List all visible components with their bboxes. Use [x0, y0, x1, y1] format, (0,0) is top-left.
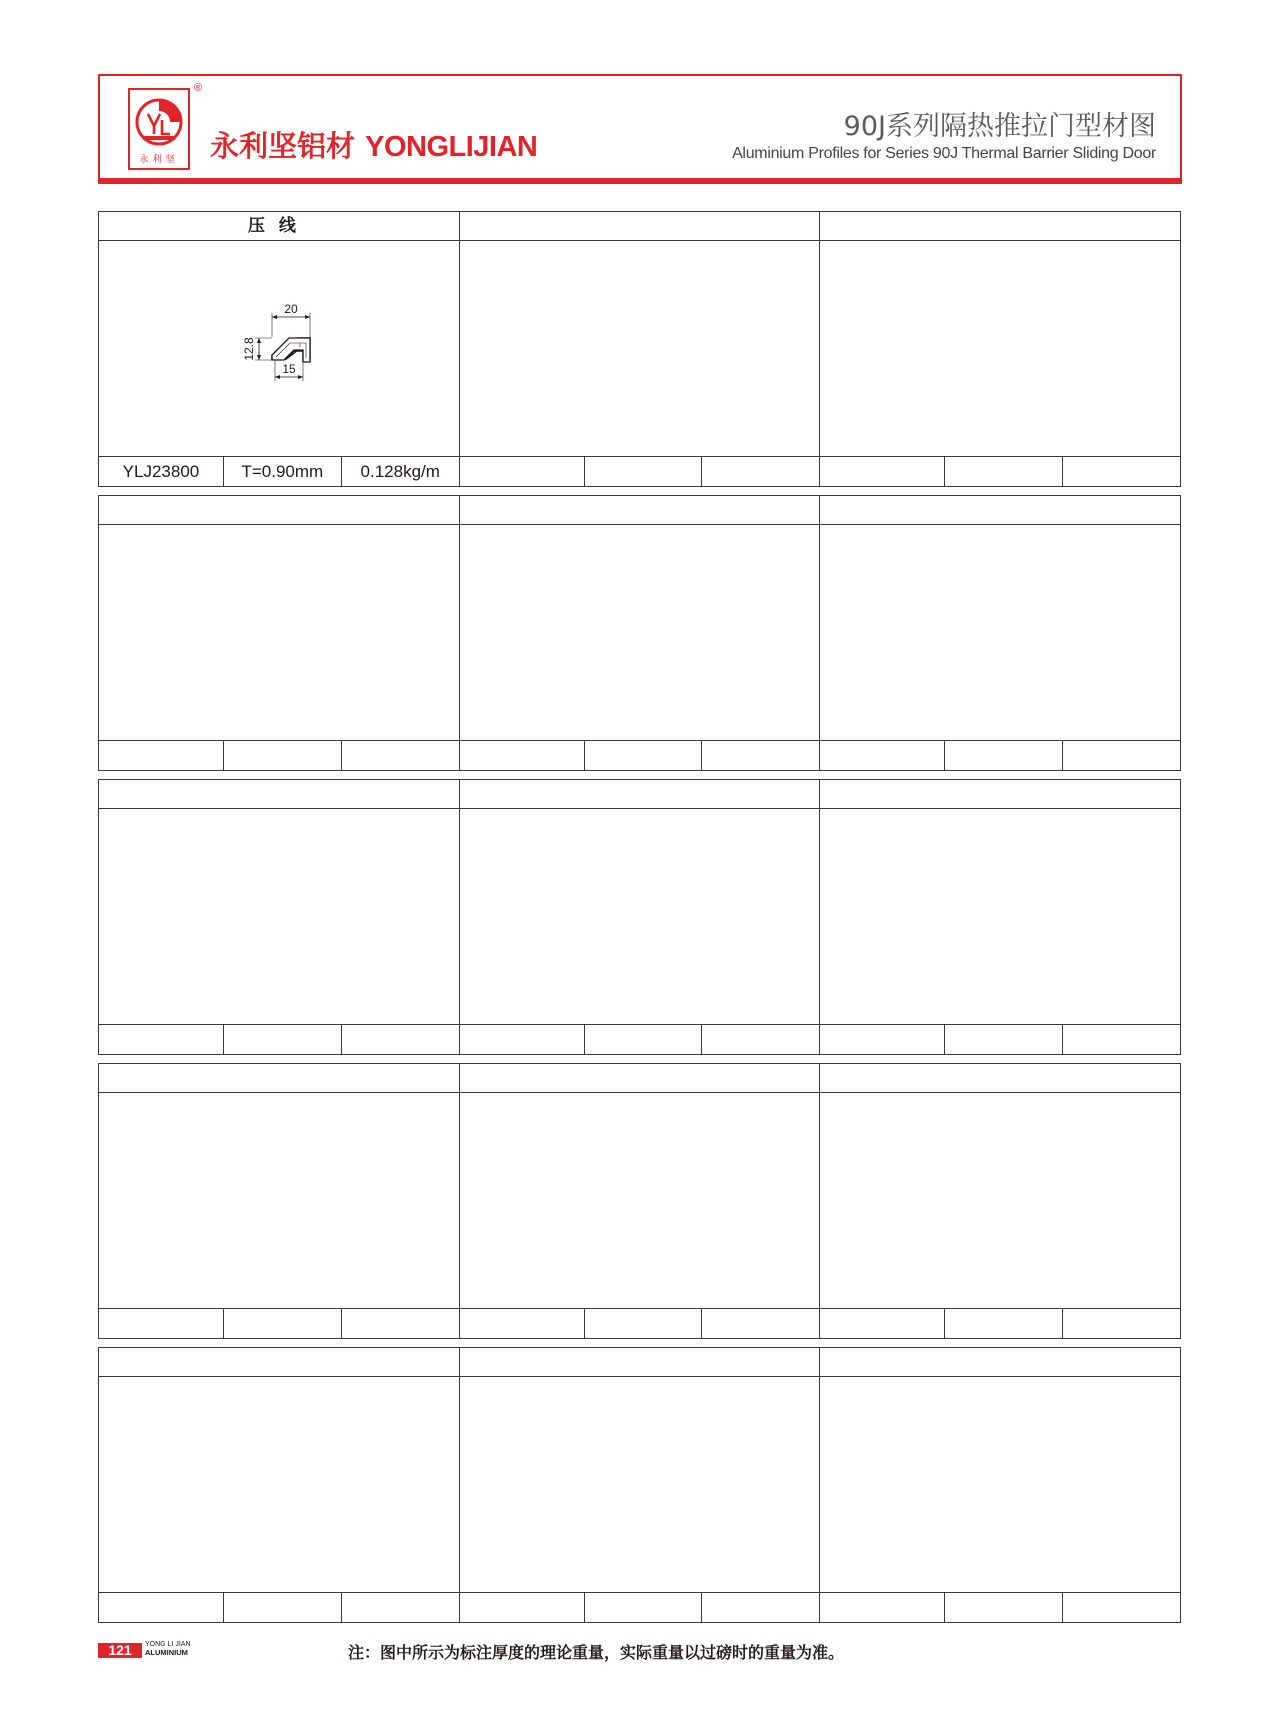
empty-profile-cell	[99, 780, 459, 1054]
header-accent-bar	[98, 178, 1182, 184]
footer-brand-line1: YONG LI JIAN	[145, 1641, 191, 1648]
profile-spec-row	[460, 1308, 820, 1338]
profile-spec-row	[820, 1308, 1180, 1338]
profile-row	[98, 495, 1181, 771]
profile-spec-row	[460, 740, 820, 770]
profile-thickness: T=0.90mm	[223, 457, 341, 486]
empty-profile-cell	[819, 780, 1180, 1054]
brand-logo	[128, 88, 190, 170]
empty-profile-cell	[819, 1348, 1180, 1622]
logo-text: 永利坚	[139, 155, 179, 165]
dim-height: 12.8	[242, 337, 256, 361]
profile-spec-row	[820, 740, 1180, 770]
profile-drawing-area	[99, 241, 459, 457]
page-number: 121	[98, 1643, 142, 1658]
empty-profile-cell	[459, 1064, 820, 1338]
profile-spec-row	[820, 1024, 1180, 1054]
profile-code: YLJ23800	[122, 462, 200, 481]
profile-row	[98, 1063, 1181, 1339]
profile-spec-row	[99, 1592, 459, 1622]
page-footer	[98, 1640, 1182, 1660]
dim-width-top: 20	[284, 302, 298, 316]
profile-spec-row	[99, 456, 459, 486]
profile-spec-row	[99, 1308, 459, 1338]
profile-spec-row	[820, 1592, 1180, 1622]
profile-row	[98, 779, 1181, 1055]
profile-cross-section-drawing	[239, 301, 349, 411]
empty-profile-cell	[99, 1348, 459, 1622]
profile-row	[98, 211, 1181, 487]
profile-row	[98, 1347, 1181, 1623]
empty-profile-cell	[459, 1348, 820, 1622]
profile-cell	[99, 212, 459, 486]
empty-profile-cell	[819, 496, 1180, 770]
profile-name	[460, 212, 820, 241]
empty-profile-cell	[819, 1064, 1180, 1338]
brand-name	[210, 124, 537, 165]
empty-profile-cell	[459, 780, 820, 1054]
logo-emblem-icon	[134, 96, 184, 152]
profile-spec-row	[460, 1592, 820, 1622]
profile-spec-row	[820, 456, 1180, 486]
dim-width-bottom: 15	[282, 362, 296, 376]
page-title-en: Aluminium Profiles for Series 90J Thermal Barrier Sliding Door	[732, 145, 1156, 162]
page-header	[98, 74, 1182, 184]
profile-grid	[98, 211, 1181, 1631]
profile-spec-row	[460, 1024, 820, 1054]
profile-name: 压线	[99, 212, 459, 241]
profile-spec-row	[460, 456, 820, 486]
footer-brand-line2: ALUMINIUM	[145, 1648, 188, 1657]
profile-spec-row	[99, 740, 459, 770]
brand-name-cn: 永利坚铝材	[210, 129, 356, 163]
empty-profile-cell	[99, 1064, 459, 1338]
page-title-cn: 90J系列隔热推拉门型材图	[843, 111, 1156, 142]
empty-profile-cell	[99, 496, 459, 770]
profile-name	[820, 212, 1180, 241]
footer-note: 注：图中所示为标注厚度的理论重量，实际重量以过磅时的重量为准。	[348, 1643, 845, 1662]
profile-spec-row	[99, 1024, 459, 1054]
footer-brand	[145, 1641, 191, 1657]
empty-profile-cell	[819, 212, 1180, 486]
profile-weight: 0.128kg/m	[341, 457, 459, 486]
empty-profile-cell	[459, 496, 820, 770]
brand-name-en: YONGLIJIAN	[365, 131, 538, 163]
registered-mark: ®	[194, 82, 203, 94]
empty-profile-cell	[459, 212, 820, 486]
